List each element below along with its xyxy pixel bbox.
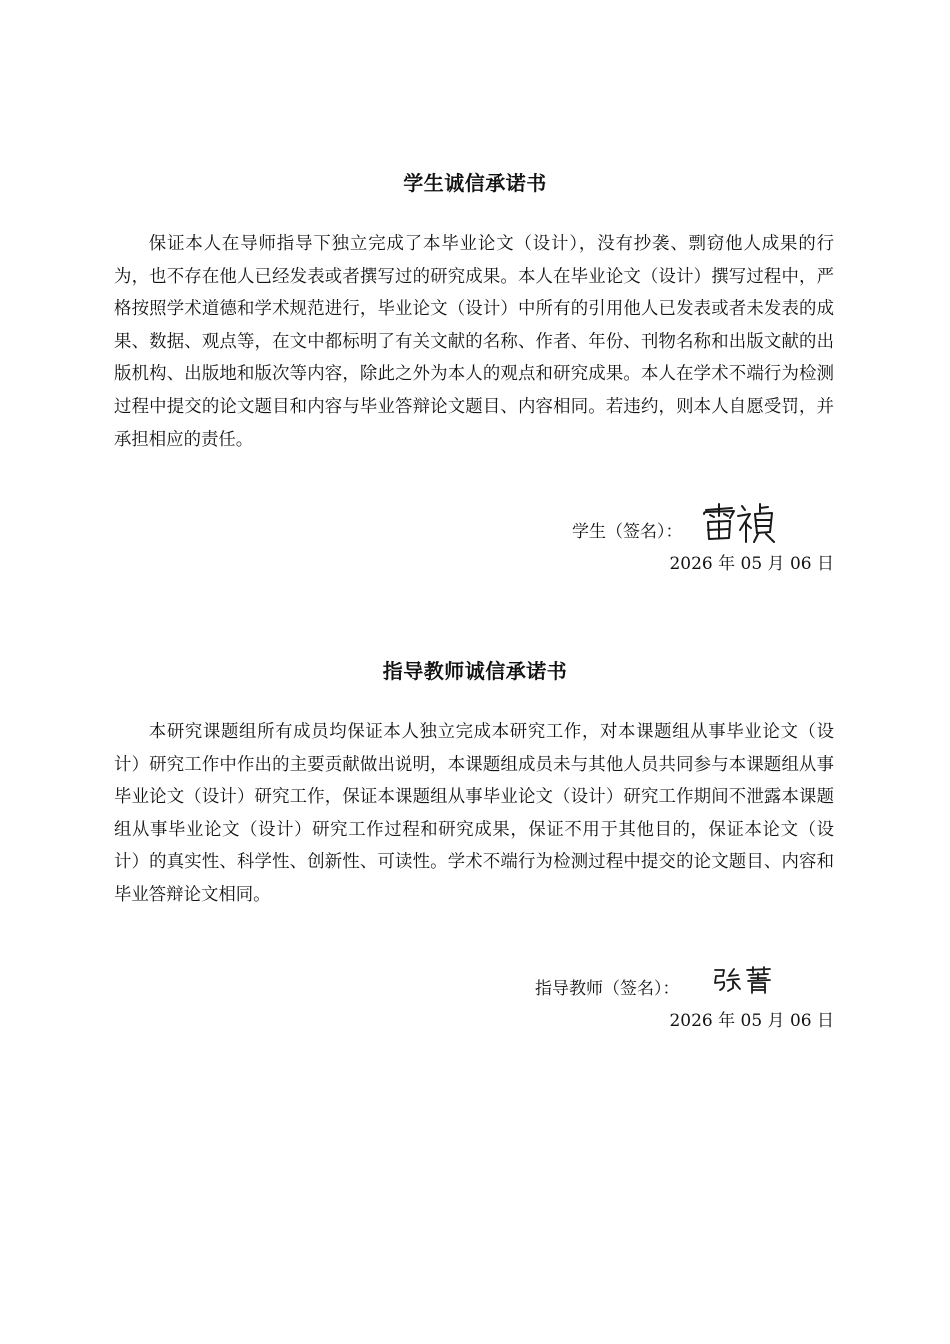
advisor-signature-label: 指导教师（签名）： [535, 979, 680, 999]
advisor-pledge-title: 指导教师诚信承诺书 [382, 659, 568, 683]
student-signature [700, 500, 780, 546]
advisor-signature [712, 966, 774, 996]
student-date: 2026 年 05 月 06 日 [669, 554, 834, 574]
advisor-pledge-paragraph: 本研究课题组所有成员均保证本人独立完成本研究工作，对本课题组从事毕业论文（设计）研究工作中作出的主要贡献做出说明，本课题组成员未与其他人员共同参与本课题组从事毕业论文（设计）研究工作，保证本课题组从事毕业论文（设计）研究工作期间不泄露本课题组从事毕业论文（设计）研究工作过程和研究成果，保证不用于其他目的，保证本论文（设计）的真实性、科学性、创新性、可读性。学术不端行为检测过程中提交的论文题目、内容和毕业答辩论文相同。 [114, 722, 834, 905]
student-signature-label: 学生（签名）： [572, 522, 683, 542]
student-pledge-title: 学生诚信承诺书 [403, 171, 547, 195]
advisor-date: 2026 年 05 月 06 日 [669, 1011, 834, 1031]
student-pledge-paragraph: 保证本人在导师指导下独立完成了本毕业论文（设计），没有抄袭、剽窃他人成果的行为，也不存在他人已经发表或者撰写过的研究成果。本人在毕业论文（设计）撰写过程中，严格按照学术道德和学术规范进行，毕业论文（设计）中所有的引用他人已发表或者未发表的成果、数据、观点等，在文中都标明了有关文献的名称、作者、年份、刊物名称和出版文献的出版机构、出版地和版次等内容，除此之外为本人的观点和研究成果。本人在学术不端行为检测过程中提交的论文题目和内容与毕业答辩论文题目、内容相同。若违约，则本人自愿受罚，并承担相应的责任。 [114, 234, 834, 450]
